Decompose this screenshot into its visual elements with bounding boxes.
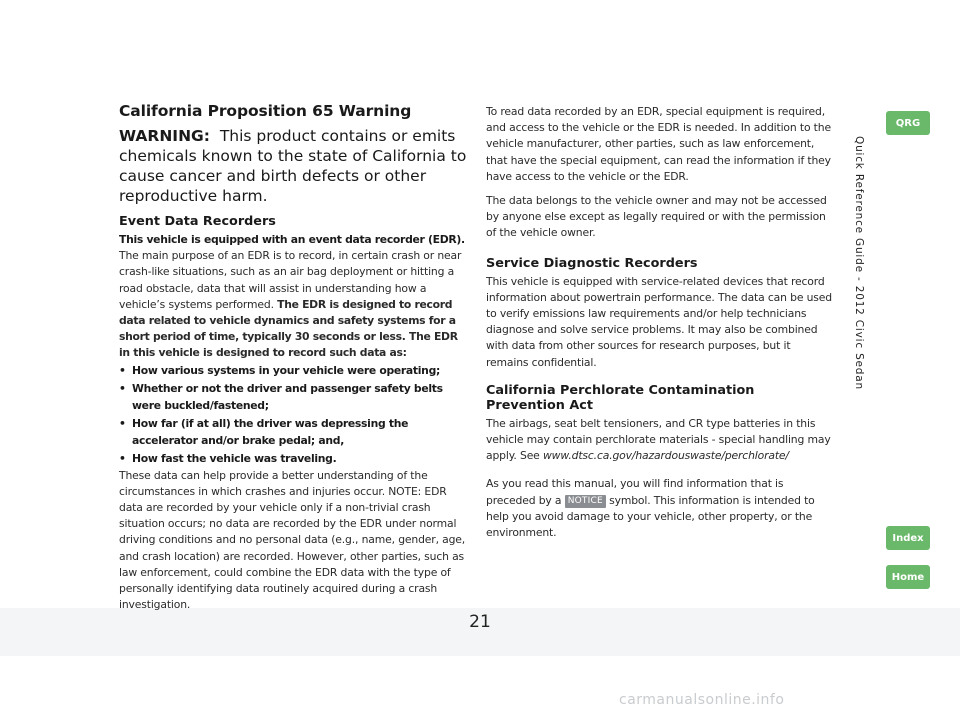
vertical-title bbox=[853, 136, 867, 390]
edr-intro: This vehicle is equipped with an event data recorder (EDR). bbox=[119, 233, 465, 246]
list-item: • How fast the vehicle was traveling. bbox=[119, 450, 467, 467]
edr-owner-paragraph: The data belongs to the vehicle owner and may not be accessed by anyone else except as legally required or with the permission of the vehicle owner. bbox=[486, 194, 827, 240]
page-number: 21 bbox=[469, 612, 491, 632]
right-column bbox=[486, 104, 833, 541]
index-tab[interactable]: Index bbox=[886, 526, 930, 550]
edr-heading: Event Data Recorders bbox=[119, 214, 276, 229]
perchlorate-text: The airbags, seat belt tensioners, and CR type batteries in this vehicle may contain perchlorate materials - special handling may apply. See bbox=[486, 416, 831, 463]
prop65-heading: California Proposition 65 Warning bbox=[119, 102, 412, 120]
list-item: • Whether or not the driver and passenger safety belts were buckled/fastened; bbox=[119, 380, 467, 414]
sdr-heading: Service Diagnostic Recorders bbox=[486, 255, 698, 271]
vertical-title-text: Quick Reference Guide - 2012 Civic Sedan bbox=[853, 136, 865, 390]
edr-read-paragraph: To read data recorded by an EDR, special equipment is required, and access to the vehicle or the EDR is needed. In addition to the vehicle manufacturer, other parties, such as law enforcement, that have the special equipment, can read the information if they have access to the vehicle or the EDR. bbox=[486, 105, 831, 183]
perchlorate-paragraph bbox=[486, 416, 833, 465]
perchlorate-heading: California Perchlorate Contamination Prevention Act bbox=[486, 382, 755, 413]
edr-purpose: The main purpose of an EDR is to record, in certain crash or near crash-like situations, such as an air bag deployment or hitting a road obstacle, data that will assist in understanding how a vehicle’s systems performed. bbox=[119, 249, 462, 311]
edr-note: These data can help provide a better understanding of the circumstances in which crashes and injuries occur. NOTE: EDR data are recorded by your vehicle only if a non-trivial crash situation occurs; no data are recorded by the EDR under normal driving conditions and no personal data (e.g., name, gender, age, and crash location) are recorded. However, other parties, such as law enforcement, could combine the EDR data with the type of personally identifying data routinely acquired during a crash investigation. bbox=[119, 468, 466, 612]
sdr-paragraph: This vehicle is equipped with service-related devices that record information about powertrain performance. The data can be used to verify emissions law requirements and/or help technicians diagnose and solve service problems. It may also be combined with data from other sources for research purposes, but it remains confidential. bbox=[486, 274, 832, 369]
prop65-warning bbox=[119, 126, 467, 206]
home-tab[interactable]: Home bbox=[886, 565, 930, 589]
warning-label: WARNING: bbox=[119, 127, 210, 145]
list-item: • How various systems in your vehicle were operating; bbox=[119, 362, 467, 379]
edr-purpose-paragraph bbox=[119, 248, 467, 361]
notice-pre-text: As you read this manual, you will find information that is preceded by a bbox=[486, 477, 784, 507]
notice-badge-icon: NOTICE bbox=[565, 495, 606, 508]
perchlorate-url[interactable]: www.dtsc.ca.gov/hazardouswaste/perchlorate/ bbox=[542, 449, 789, 463]
warning-text: This product contains or emits chemicals known to the state of California to cause cancer and birth defects or other reproductive harm. bbox=[119, 127, 467, 205]
qrg-tab[interactable]: QRG bbox=[886, 111, 930, 135]
watermark: carmanualsonline.info bbox=[619, 692, 785, 708]
notice-paragraph bbox=[486, 476, 833, 541]
left-column bbox=[119, 102, 467, 613]
edr-bullet-list bbox=[119, 362, 467, 467]
notice-post-text: symbol. This information is intended to help you avoid damage to your vehicle, other property, or the environment. bbox=[486, 493, 815, 540]
edr-design: The EDR is designed to record data related to vehicle dynamics and safety systems for a short period of time, typically 30 seconds or less. The EDR in this vehicle is designed to record such data as: bbox=[119, 297, 458, 360]
list-item: • How far (if at all) the driver was depressing the accelerator and/or brake pedal; and, bbox=[119, 415, 467, 449]
